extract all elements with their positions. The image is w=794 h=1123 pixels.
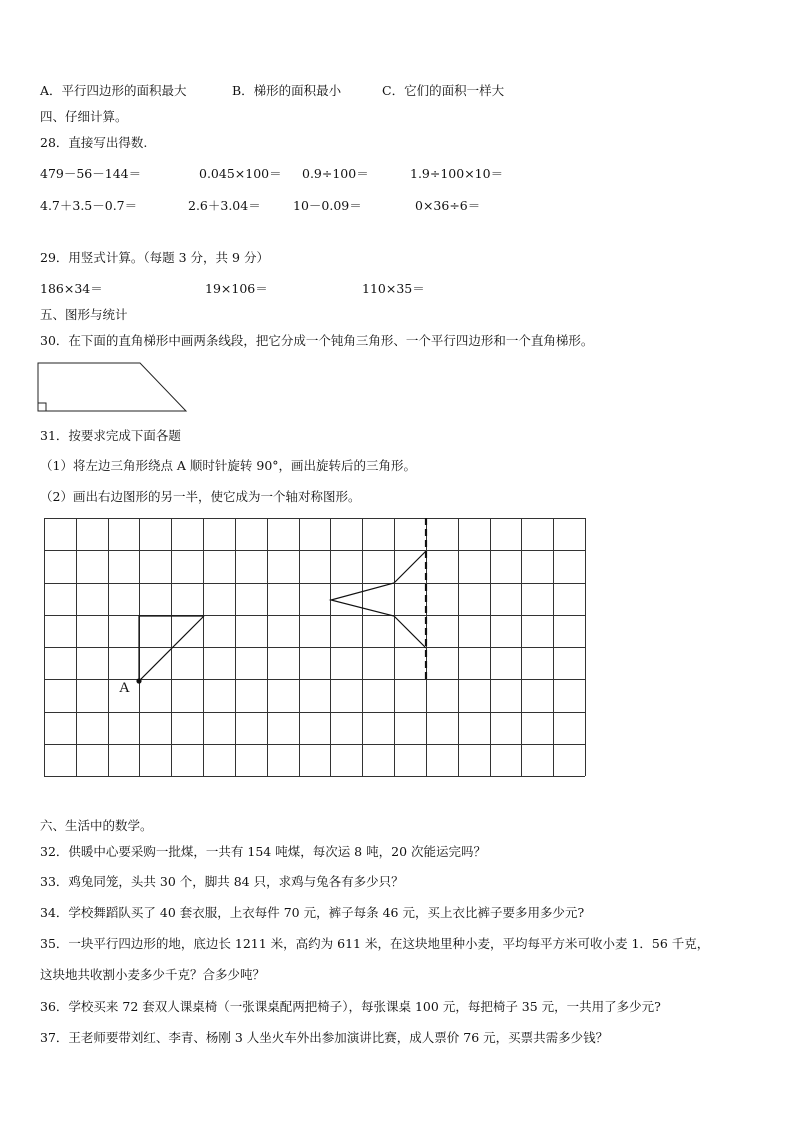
grid-figure: [44, 518, 585, 776]
q35-line2: 这块地共收割小麦多少千克？合多少吨？: [40, 967, 266, 982]
q28-r1-c4: 1.9÷100×10＝: [410, 166, 504, 181]
q36-text: 36．学校买来 72 套双人课桌椅（一张课桌配两把椅子），每张课桌 100 元，每把椅子 35 元，一共用了多少元?: [40, 999, 661, 1014]
q28-r2-c2: 2.6＋3.04＝: [188, 198, 261, 213]
q29-item-3: 110×35＝: [362, 281, 425, 296]
q28-r2-c3: 10－0.09＝: [293, 198, 362, 213]
q31-sub1: （1）将左边三角形绕点 A 顺时针旋转 90°，画出旋转后的三角形。: [40, 458, 417, 473]
q28-r2-c1: 4.7＋3.5－0.7＝: [40, 198, 138, 213]
section-4-title: 四、仔细计算。: [40, 109, 128, 124]
section-6-title: 六、生活中的数学。: [40, 818, 153, 833]
right-half-figure: [331, 551, 426, 648]
q30-title: 30．在下面的直角梯形中画两条线段，把它分成一个钝角三角形、一个平行四边形和一个直角梯形。: [40, 333, 594, 348]
q28-r1-c1: 479－56－144＝: [40, 166, 142, 181]
section-5-title: 五、图形与统计: [40, 307, 128, 322]
q28-r1-c3: 0.9÷100＝: [302, 166, 369, 181]
q31-title: 31．按要求完成下面各题: [40, 428, 181, 443]
q33-text: 33．鸡兔同笼，头共 30 个，脚共 84 只，求鸡与兔各有多少只？: [40, 874, 404, 889]
q28-r2-c4: 0×36÷6＝: [415, 198, 481, 213]
q29-item-1: 186×34＝: [40, 281, 103, 296]
q27-option-c: C．它们的面积一样大: [382, 83, 505, 98]
q31-sub2: （2）画出右边图形的另一半，使它成为一个轴对称图形。: [40, 489, 361, 504]
q28-title: 28．直接写出得数.: [40, 135, 148, 150]
grid-lines: [44, 518, 586, 777]
q34-text: 34．学校舞蹈队买了 40 套衣服，上衣每件 70 元，裤子每条 46 元，买上衣比裤子要多用多少元?: [40, 905, 585, 920]
q27-option-a: A．平行四边形的面积最大: [40, 83, 187, 98]
point-a-label: A: [119, 680, 130, 696]
q28-r1-c2: 0.045×100＝: [199, 166, 282, 181]
q35-line1: 35．一块平行四边形的地，底边长 1211 米，高约为 611 米，在这块地里种小麦，平均每平方米可收小麦 1．56 千克，: [40, 936, 710, 951]
right-trapezoid-figure: [36, 361, 190, 413]
q29-item-2: 19×106＝: [205, 281, 268, 296]
q37-text: 37．王老师要带刘红、李青、杨刚 3 人坐火车外出参加演讲比赛，成人票价 76 元，买票共需多少钱？: [40, 1030, 609, 1045]
q32-text: 32．供暖中心要采购一批煤，一共有 154 吨煤，每次运 8 吨，20 次能运完吗？: [40, 844, 486, 859]
point-a-dot: [136, 678, 141, 683]
q27-option-b: B．梯形的面积最小: [232, 83, 342, 98]
q29-title: 29．用竖式计算。（每题 3 分，共 9 分）: [40, 250, 269, 265]
